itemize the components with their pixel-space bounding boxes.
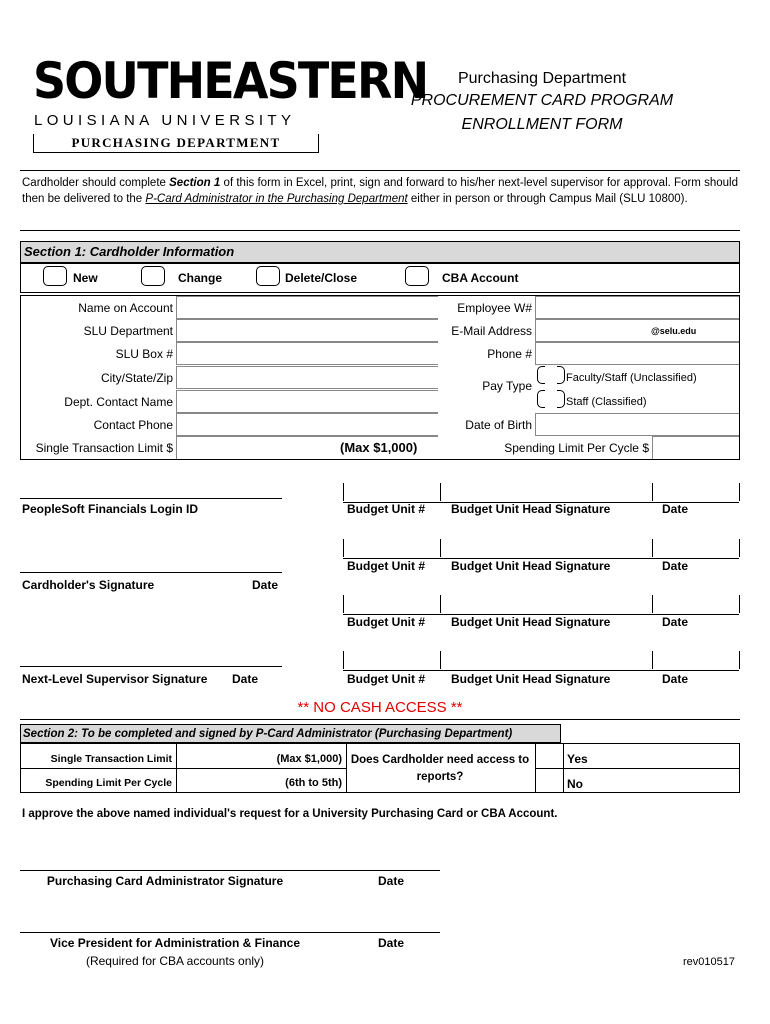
tick [739, 595, 740, 613]
admin-date-label: Date [378, 874, 405, 888]
budget-unit-label: Budget Unit # [347, 502, 425, 516]
tick [652, 539, 653, 557]
slu-department-input[interactable] [176, 319, 438, 342]
logo-purchasing-department: PURCHASING DEPARTMENT [33, 134, 319, 153]
admin-sig-label: Purchasing Card Administrator Signature [46, 874, 284, 888]
tick [652, 483, 653, 501]
section1-header: Section 1: Cardholder Information [20, 241, 740, 263]
pay-type-classified-checkbox[interactable] [537, 390, 545, 408]
cardholder-sig-line[interactable] [20, 572, 282, 573]
slu-department-label: SLU Department [83, 324, 173, 338]
admin-sig-line[interactable] [20, 870, 440, 871]
tick [343, 483, 344, 501]
intro-admin-ref: P-Card Administrator in the Purchasing Department [145, 193, 408, 205]
budget-unit-label: Budget Unit # [347, 672, 425, 686]
peoplesoft-line [20, 498, 282, 499]
supervisor-date-label: Date [232, 672, 259, 686]
phone-label: Phone # [487, 347, 532, 361]
intro-text [22, 175, 738, 207]
email-suffix: @selu.edu [651, 326, 697, 336]
vp-sig-label: Vice President for Administration & Finance [49, 936, 301, 950]
tick [343, 651, 344, 669]
header-dept: Purchasing Department [457, 70, 627, 87]
logo-louisiana-university: LOUISIANA UNIVERSITY [34, 112, 296, 129]
vp-date-label: Date [378, 936, 405, 950]
max-limit-note: (Max $1,000) [340, 440, 418, 455]
revision-code: rev010517 [683, 956, 735, 968]
section2-col-divider [176, 743, 177, 793]
tick [739, 483, 740, 501]
budget-head-label: Budget Unit Head Signature [451, 502, 611, 516]
name-on-account-input[interactable] [176, 296, 438, 319]
pay-type-unclassified-checkbox[interactable] [537, 366, 545, 384]
change-label: Change [178, 271, 223, 285]
slu-box-input[interactable] [176, 342, 438, 365]
budget-row-1-line[interactable] [343, 482, 739, 503]
budget-row-4-line[interactable] [343, 650, 739, 671]
spending-limit-label: Spending Limit Per Cycle $ [504, 441, 649, 455]
no-cash-access-notice: ** NO CASH ACCESS ** [297, 699, 463, 716]
intro-divider [20, 230, 740, 231]
vp-sig-line[interactable] [20, 932, 440, 933]
spending-limit-input[interactable] [652, 436, 739, 459]
pay-type-classified-label: Staff (Classified) [566, 396, 647, 408]
pay-type-unclassified-label: Faculty/Staff (Unclassified) [566, 372, 697, 384]
intro-section-ref: Section 1 [169, 177, 221, 189]
tick [440, 483, 441, 501]
employee-w-label: Employee W# [457, 301, 532, 315]
budget-date-label: Date [662, 615, 689, 629]
section2-cycle-note: (6th to 5th) [285, 777, 342, 789]
cardholder-date-label: Date [252, 578, 279, 592]
yes-checkbox[interactable] [536, 744, 562, 767]
cba-account-label: CBA Account [442, 271, 519, 285]
section2-single-limit-label: Single Transaction Limit [50, 753, 172, 765]
no-checkbox[interactable] [536, 769, 562, 792]
budget-head-label: Budget Unit Head Signature [451, 559, 611, 573]
delete-close-label: Delete/Close [285, 271, 358, 285]
cba-account-checkbox[interactable] [405, 266, 429, 286]
section2-header: Section 2: To be completed and signed by P-Card Administrator (Purchasing Department) [20, 724, 561, 743]
contact-phone-label: Contact Phone [93, 418, 173, 432]
budget-unit-label: Budget Unit # [347, 559, 425, 573]
cardholder-sig-label: Cardholder's Signature [22, 578, 155, 592]
no-cash-divider [20, 719, 740, 720]
intro-part: either in person or through Campus Mail (SLU 10800). [407, 193, 688, 205]
tick [343, 539, 344, 557]
supervisor-sig-line[interactable] [20, 666, 282, 667]
date-of-birth-label: Date of Birth [465, 418, 532, 432]
bracket-close [557, 390, 565, 408]
name-on-account-label: Name on Account [78, 301, 173, 315]
email-label: E-Mail Address [451, 324, 532, 338]
no-label: No [567, 777, 583, 791]
tick [739, 539, 740, 557]
section2-row-divider [20, 768, 346, 769]
slu-box-label: SLU Box # [115, 347, 173, 361]
section2-col-divider [346, 743, 347, 793]
email-input[interactable] [535, 319, 739, 342]
intro-part: Cardholder should complete [22, 177, 170, 189]
logo-southeastern: SOUTHEASTERN [33, 52, 428, 110]
budget-row-2-line[interactable] [343, 538, 739, 559]
dept-contact-name-input[interactable] [176, 390, 438, 413]
pay-type-label: Pay Type [482, 379, 532, 393]
budget-unit-label: Budget Unit # [347, 615, 425, 629]
approval-statement: I approve the above named individual's request for a University Purchasing Card or CBA Account. [22, 808, 558, 820]
employee-w-input[interactable] [535, 296, 739, 319]
section2-spending-limit-label: Spending Limit Per Cycle [45, 777, 172, 789]
tick [440, 595, 441, 613]
header-program: PROCUREMENT CARD PROGRAM [410, 92, 674, 109]
contact-phone-input[interactable] [176, 413, 438, 436]
budget-head-label: Budget Unit Head Signature [451, 672, 611, 686]
intro-part: of this form in Excel, print, sign and forward to his/her next-level supervisor for approval. Form should then be delivered to the [22, 177, 738, 205]
peoplesoft-label: PeopleSoft Financials Login ID [22, 502, 199, 516]
budget-head-label: Budget Unit Head Signature [451, 615, 611, 629]
section2-max-note: (Max $1,000) [276, 753, 342, 765]
tick [440, 539, 441, 557]
budget-row-3-line[interactable] [343, 594, 739, 615]
budget-date-label: Date [662, 672, 689, 686]
dept-contact-name-label: Dept. Contact Name [64, 395, 173, 409]
single-transaction-limit-label: Single Transaction Limit $ [35, 441, 173, 455]
section1-options-row [20, 263, 740, 293]
city-state-zip-label: City/State/Zip [100, 371, 173, 385]
header-form: ENROLLMENT FORM [461, 116, 623, 133]
reports-access-question: Does Cardholder need access to reports? [350, 754, 530, 783]
supervisor-sig-label: Next-Level Supervisor Signature [22, 672, 208, 686]
yes-label: Yes [567, 752, 588, 766]
tick [440, 651, 441, 669]
header-divider [20, 170, 740, 171]
tick [343, 595, 344, 613]
date-of-birth-input[interactable] [535, 413, 739, 436]
section2-row-divider [535, 768, 740, 769]
new-label: New [73, 271, 98, 285]
tick [739, 651, 740, 669]
tick [652, 651, 653, 669]
tick [652, 595, 653, 613]
city-state-zip-input[interactable] [176, 366, 438, 389]
budget-date-label: Date [662, 502, 689, 516]
new-checkbox[interactable] [43, 266, 67, 286]
budget-date-label: Date [662, 559, 689, 573]
vp-sig-note: (Required for CBA accounts only) [85, 954, 265, 968]
phone-input[interactable] [535, 342, 739, 365]
change-checkbox[interactable] [141, 266, 165, 286]
bracket-close [557, 366, 565, 384]
delete-close-checkbox[interactable] [256, 266, 280, 286]
